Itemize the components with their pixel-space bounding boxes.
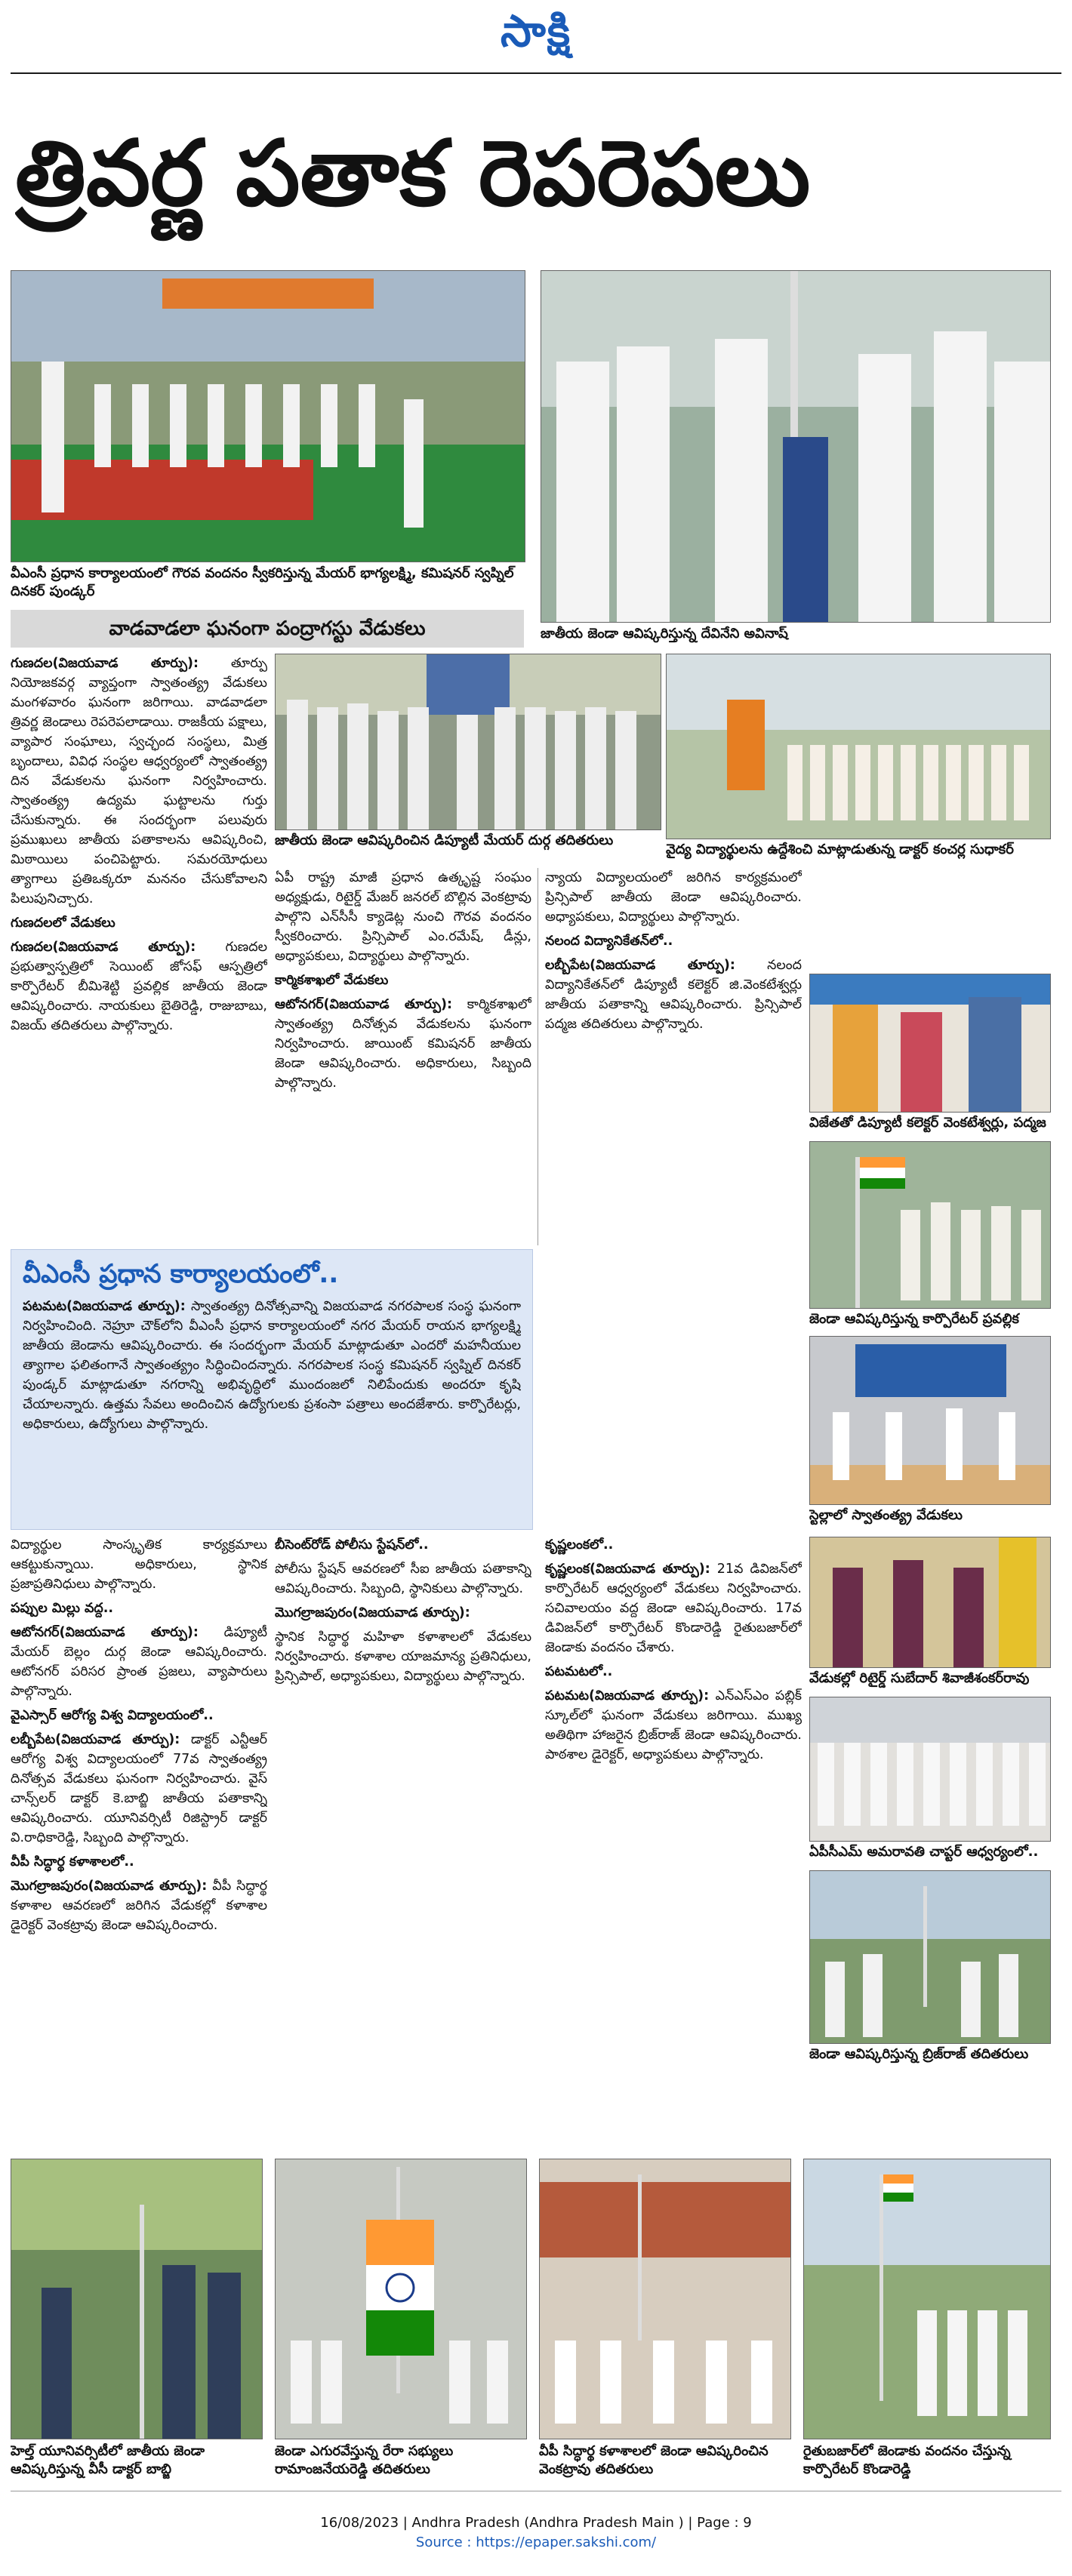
caption: జాతీయ జెండా ఆవిష్కరిస్తున్న దేవినేని అవినాష్ <box>541 626 788 642</box>
subheading: పటమటలో.. <box>545 1664 613 1679</box>
caption: విజేతతో డిప్యూటీ కలెక్టర్ వెంకటేశ్వర్లు, పద్మజ <box>809 1115 1046 1131</box>
box-article <box>23 1297 521 1520</box>
caption: వీఎంసీ ప్రధాన కార్యాలయంలో గౌరవ వందనం స్వీకరిస్తున్న మేయర్ భాగ్యలక్ష్మి, కమిషనర్ స్వప్నిల్ దినకర్ పుండ్కర్ <box>11 565 514 599</box>
caption: జెండా ఆవిష్కరిస్తున్న కార్పొరేటర్ ప్రవల్లిక <box>809 1311 1019 1327</box>
page-footer <box>0 2513 1072 2553</box>
article-column-1b <box>11 1535 267 2154</box>
photo-subedar <box>809 1537 1051 1668</box>
subheading: పప్పుల మిల్లు వద్ద.. <box>11 1601 114 1616</box>
paragraph: పటమట(విజయవాడ తూర్పు): స్వాతంత్య్ర దినోత్సవాన్ని విజయవాడ నగరపాలక సంస్థ ఘనంగా నిర్వహించింది. నెహ్రూ చౌక్‌లోని వీఎంసీ ప్రధాన కార్యాలయంలో నగర మేయర్ రాయన భాగ్యలక్ష్మి జాతీయ జెండాను ఆవిష్కరించారు. ఈ సందర్భంగా మేయర్ మాట్లాడుతూ ఎందరో మహనీయుల త్యాగాల ఫలితంగానే స్వాతంత్య్రం సిద్ధించిందన్నారు. నగరపాలక సంస్థ కమిషనర్ స్వప్నిల్ దినకర్ పుండ్కర్ మాట్లాడుతూ నగరాన్ని అభివృద్ధిలో ముందంజలో నిలిపేందుకు అందరూ కృషి చేయాలన్నారు. ఉత్తమ సేవలు అందించిన ఉద్యోగులకు ప్రశంసా పత్రాలు అందజేశారు. కార్పొరేటర్లు, అధికారులు, ఉద్యోగులు పాల్గొన్నారు. <box>23 1299 521 1432</box>
article-column-1 <box>11 654 267 1242</box>
paragraph: పోలీసు స్టేషన్ ఆవరణలో సీఐ జాతీయ పతాకాన్ని ఆవిష్కరించారు. సిబ్బంది, స్థానికులు పాల్గొన్నారు. <box>275 1562 531 1596</box>
footer-dateline: 16/08/2023 | Andhra Pradesh (Andhra Pradesh Main ) | Page : 9 <box>320 2515 752 2531</box>
subheading: వైఎస్సార్ ఆరోగ్య విశ్వ విద్యాలయంలో.. <box>11 1708 214 1723</box>
paragraph: స్థానిక సిద్ధార్థ మహిళా కళాశాలలో వేడుకలు నిర్వహించారు. కళాశాల యాజమాన్య ప్రతినిధులు, ప్రిన్సిపాల్, అధ్యాపకులు, విద్యార్థులు పాల్గొన్నారు. <box>275 1630 531 1684</box>
caption: వీపీ సిద్ధార్థ కళాశాలలో జెండా ఆవిష్కరించిన వెంకట్రావు తదితరులు <box>539 2443 769 2477</box>
paragraph: విద్యార్థుల సాంస్కృతిక కార్యక్రమాలు ఆకట్టుకున్నాయి. అధికారులు, స్థానిక ప్రజాప్రతినిధులు పాల్గొన్నారు. <box>11 1537 267 1592</box>
masthead-rule <box>11 72 1061 74</box>
photo-health-university <box>11 2159 263 2439</box>
caption: జెండా ఎగురవేస్తున్న రేరా సభ్యులు రామాంజనేయరెడ్డి తదితరులు <box>275 2443 454 2477</box>
subheading: బీసెంట్‌రోడ్ పోలీసు స్టేషన్‌లో.. <box>275 1537 429 1553</box>
caption: ఏపీసీఎమ్ అమరావతి చాప్టర్ ఆధ్వర్యంలో.. <box>809 1844 1039 1860</box>
photo-avinash <box>541 270 1051 623</box>
sakshi-logo: సాక్షి <box>500 5 572 57</box>
paragraph: గుణదల(విజయవాడ తూర్పు): గుణదల ప్రభుత్వాస్పత్రిలో సెయింట్ జోసఫ్ ఆస్పత్రిలో కార్పొరేటర్ బీమిశెట్టి ప్రవల్లిక జాతీయ జెండా ఆవిష్కరించారు. నాయకులు బైతిరెడ్డి, రాజుబాబు, విజయ్ తదితరులు పాల్గొన్నారు. <box>11 940 267 1033</box>
photo-vmc-office <box>11 270 525 562</box>
caption: హెల్త్ యూనివర్సిటీలో జాతీయ జెండా ఆవిష్కరిస్తున్న వీసీ డాక్టర్ బాబ్జి <box>11 2443 205 2477</box>
masthead <box>0 0 1072 69</box>
subheading: గుణదలలో వేడుకలు <box>11 916 116 931</box>
page-headline: త్రివర్ణ పతాక రెపరెపలు <box>15 120 811 226</box>
article-column-2b <box>275 1535 531 2154</box>
caption: జెండా ఆవిష్కరిస్తున్న బ్రిజ్‌రాజ్ తదితరులు <box>809 2046 1029 2062</box>
caption: వైద్య విద్యార్థులను ఉద్దేశించి మాట్లాడుతున్న డాక్టర్ కంచర్ల సుధాకర్ <box>666 842 1014 857</box>
article-column-2 <box>275 868 531 1245</box>
photo-rera <box>275 2159 527 2439</box>
subheading: నలంద విద్యానికేతన్‌లో.. <box>545 934 673 949</box>
caption: స్టెల్లాలో స్వాతంత్య్ర వేడుకలు <box>809 1507 963 1523</box>
subheading: కార్మికశాఖలో వేడుకలు <box>275 973 389 988</box>
paragraph: లబ్బీపేట(విజయవాడ తూర్పు): డాక్టర్ ఎన్టీఆర్ ఆరోగ్య విశ్వ విద్యాలయంలో 77వ స్వాతంత్య్ర దినోత్సవ వేడుకలు ఘనంగా నిర్వహించారు. వైస్ చాన్స్‌లర్ డాక్టర్ కె.బాబ్జి జాతీయ పతాకాన్ని ఆవిష్కరించారు. యూనివర్సిటీ రిజిస్ట్రార్ డాక్టర్ వి.రాధికారెడ్డి, సిబ్బంది పాల్గొన్నారు. <box>11 1732 267 1845</box>
paragraph: పటమట(విజయవాడ తూర్పు): ఎన్‌ఎస్‌ఎం పబ్లిక్ స్కూల్‌లో ఘనంగా వేడుకలు జరిగాయి. ముఖ్య అతిథిగా హాజరైన బ్రిజ్‌రాజ్ జెండా ఆవిష్కరించారు. పాఠశాల డైరెక్టర్, అధ్యాపకులు పాల్గొన్నారు. <box>545 1688 802 1762</box>
caption: జాతీయ జెండా ఆవిష్కరించిన డిప్యూటీ మేయర్ దుర్గ తదితరులు <box>275 833 614 848</box>
subheading: మొగల్రాజపురం(విజయవాడ తూర్పు): <box>275 1605 470 1620</box>
photo-stella <box>809 1336 1051 1505</box>
photo-rythu-bazar <box>803 2159 1051 2439</box>
section-banner: వాడవాడలా ఘనంగా పంద్రాగస్టు వేడుకలు <box>11 610 524 648</box>
paragraph: ఆటోనగర్(విజయవాడ తూర్పు): డిప్యూటీ మేయర్ బెల్లం దుర్గ జెండా ఆవిష్కరించారు. ఆటోనగర్ పరిసర ప్రాంత ప్రజలు, వ్యాపారులు పాల్గొన్నారు. <box>11 1625 267 1699</box>
paragraph: గుణదల(విజయవాడ తూర్పు): తూర్పు నియోజకవర్గ వ్యాప్తంగా స్వాతంత్య్ర వేడుకలు మంగళవారం ఘనంగా జరిగాయి. వాడవాడలా త్రివర్ణ జెండాలు రెపరెపలాడాయి. రాజకీయ పక్షాలు, వ్యాపార సంఘాలు, స్వచ్ఛంద సంస్థలు, మిత్ర బృందాలు, వివిధ సంస్థల ఆధ్వర్యంలో స్వాతంత్య్ర దిన వేడుకలను ఘనంగా నిర్వహించారు. స్వాతంత్య్ర ఉద్యమ ఘట్టాలను గుర్తు చేసుకున్నారు. ఈ సందర్భంగా పలువురు ప్రముఖులు జాతీయ పతాకాలను ఆవిష్కరించి, మిఠాయిలు పంచిపెట్టారు. సమరయోధులు త్యాగాలు ప్రతిఒక్కరూ మననం చేసుకోవాలని పిలుపునిచ్చారు. <box>11 656 267 906</box>
paragraph: మొగల్రాజపురం(విజయవాడ తూర్పు): వీపీ సిద్ధార్థ కళాశాల ఆవరణలో జరిగిన వేడుకల్లో కళాశాల డైరెక్టర్ వెంకట్రావు జెండా ఆవిష్కరించారు. <box>11 1879 267 1933</box>
footer-source-link[interactable]: Source : https://epaper.sakshi.com/ <box>415 2534 657 2550</box>
photo-apcm-chapter <box>809 1697 1051 1842</box>
paragraph: కృష్ణలంక(విజయవాడ తూర్పు): 21వ డివిజన్‌లో కార్పొరేటర్ ఆధ్వర్యంలో వేడుకలు నిర్వహించారు. సచివాలయం వద్ద జెండా ఆవిష్కరించారు. 17వ డివిజన్‌లో కార్పొరేటర్ కొండారెడ్డి రైతుబజార్‌లో జెండాకు వందనం చేశారు. <box>545 1562 802 1655</box>
caption: రైతుబజార్‌లో జెండాకు వందనం చేస్తున్న కార్పొరేటర్ కొండారెడ్డి <box>803 2443 1011 2477</box>
box-title: వీఎంసీ ప్రధాన కార్యాలయంలో.. <box>23 1259 339 1289</box>
photo-medical-students <box>666 654 1051 839</box>
article-column-3 <box>545 868 802 1245</box>
photo-deputy-collector <box>809 974 1051 1113</box>
subheading: కృష్ణలంకలో.. <box>545 1537 614 1553</box>
paragraph: న్యాయ విద్యాలయంలో జరిగిన కార్యక్రమంలో ప్రిన్సిపాల్ జాతీయ జెండా ఆవిష్కరించారు. అధ్యాపకులు, విద్యార్థులు పాల్గొన్నారు. <box>545 870 802 925</box>
photo-brijraj <box>809 1870 1051 2044</box>
caption: వేడుకల్లో రిటైర్డ్ సుబేదార్ శివాజీశంకర్‌రావు <box>809 1670 1030 1686</box>
photo-deputy-mayor <box>275 654 661 830</box>
photo-corporator-pravallika <box>809 1141 1051 1309</box>
paragraph: లబ్బీపేట(విజయవాడ తూర్పు): నలంద విద్యానికేతన్‌లో డిప్యూటీ కలెక్టర్ జి.వెంకటేశ్వర్లు జాతీయ పతాకాన్ని ఆవిష్కరించారు. ప్రిన్సిపాల్ పద్మజ తదితరులు పాల్గొన్నారు. <box>545 958 802 1032</box>
photo-vp-siddhartha <box>539 2159 791 2439</box>
paragraph: ఏపీ రాష్ట్ర మాజీ ప్రధాన ఉత్కృష్ట సంఘం అధ్యక్షుడు, రిటైర్డ్ మేజర్ జనరల్ బొల్లిన వెంకట్రావు పాల్గొని ఎన్‌సీసీ క్యాడెట్ల నుంచి గౌరవ వందనం స్వీకరించారు. ప్రిన్సిపాల్ ఎం.రమేష్, డీన్లు, అధ్యాపకులు, విద్యార్థులు పాల్గొన్నారు. <box>275 870 531 964</box>
subheading: వీపీ సిద్ధార్థ కళాశాలలో.. <box>11 1854 134 1870</box>
article-column-3b <box>545 1535 802 2154</box>
paragraph: ఆటోనగర్(విజయవాడ తూర్పు): కార్మికశాఖలో స్వాతంత్య్ర దినోత్సవ వేడుకలను ఘనంగా నిర్వహించారు. జాయింట్ కమిషనర్ జాతీయ జెండా ఆవిష్కరించారు. అధికారులు, సిబ్బంది పాల్గొన్నారు. <box>275 997 531 1091</box>
